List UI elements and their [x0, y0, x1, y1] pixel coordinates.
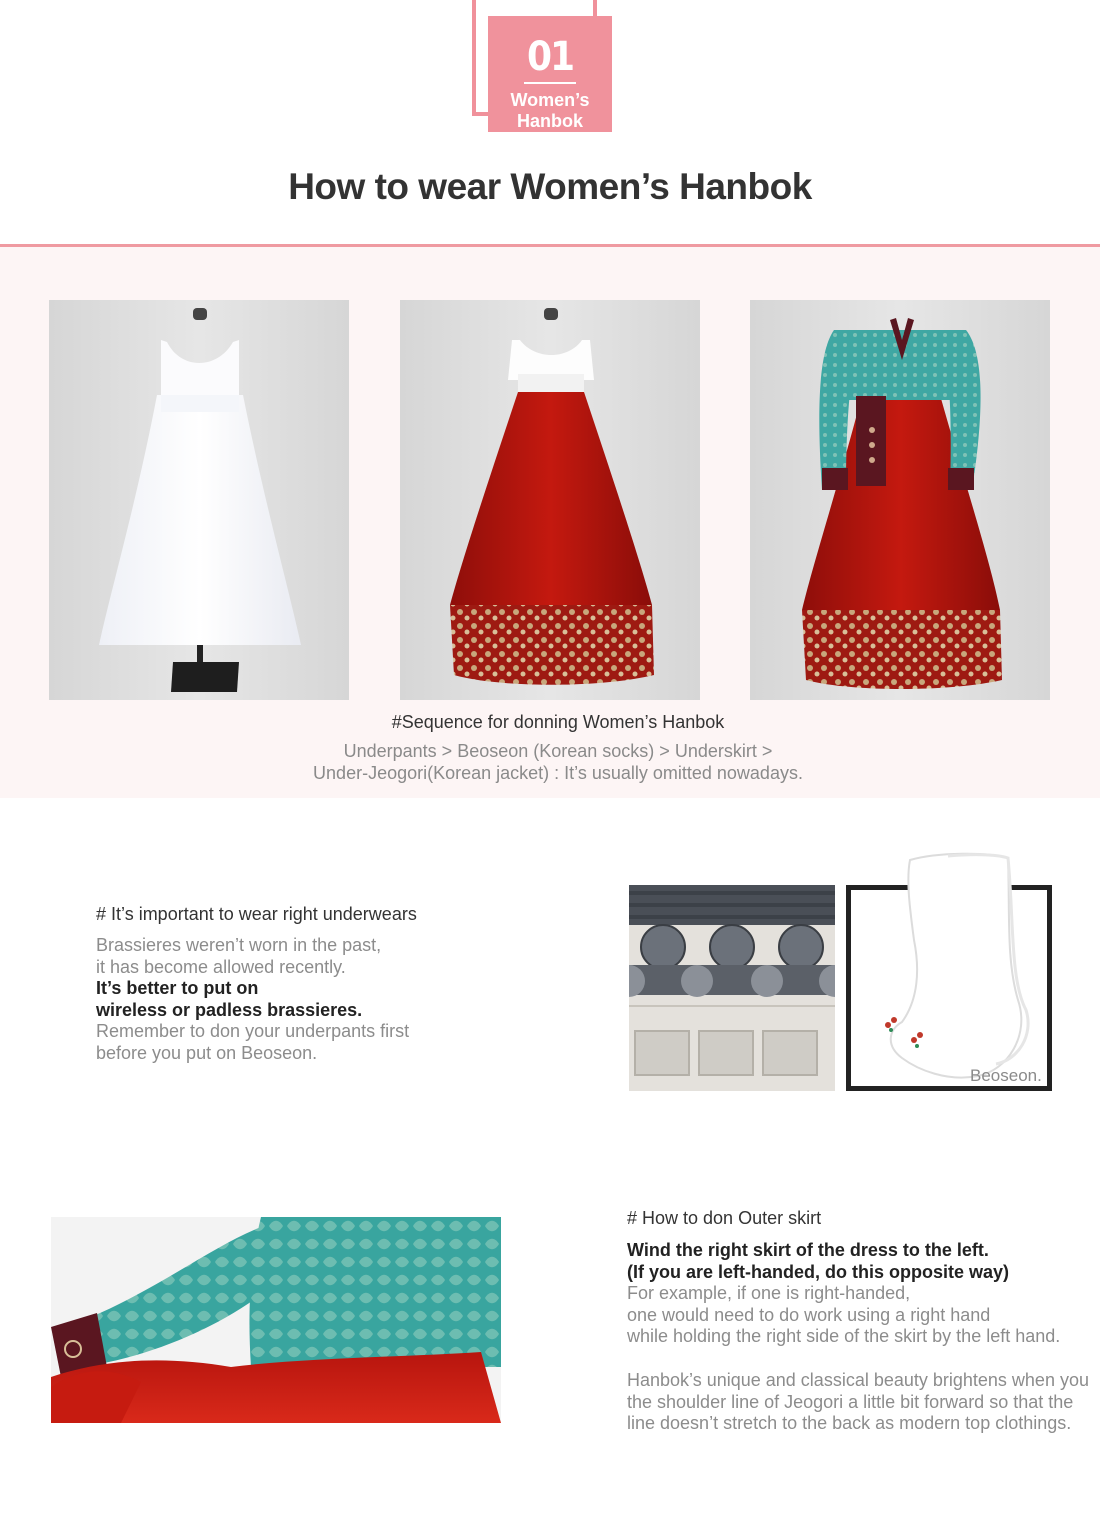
underwear-line-3: Remember to don your underpants first — [96, 1021, 410, 1041]
underskirt-photo — [49, 300, 349, 700]
beoseon-sock-image — [858, 850, 1038, 1090]
roof-tiles-photo — [629, 885, 835, 1091]
underwear-heading: # It’s important to wear right underwears — [96, 904, 417, 924]
outer-skirt-line-5: the shoulder line of Jeogori a little bit forward so that the — [627, 1391, 1074, 1412]
underwear-line-1: Brassieres weren’t worn in the past, — [96, 935, 382, 955]
outer-skirt-heading: # How to don Outer skirt — [627, 1208, 822, 1228]
outer-skirt-bold-2: (If you are left-handed, do this opposite way) — [627, 1262, 1010, 1282]
sequence-line-1: Underpants > Beoseon (Korean socks) > Underskirt > — [343, 741, 773, 761]
underwear-text — [96, 935, 409, 1064]
section-badge — [472, 0, 612, 132]
sequence-text — [0, 740, 1100, 784]
outer-skirt-line-6: line doesn’t stretch to the back as modern top clothings. — [627, 1413, 1072, 1433]
badge-box — [488, 16, 612, 132]
outer-skirt-beauty — [627, 1370, 1100, 1435]
outer-skirt-line-4: Hanbok’s unique and classical beauty brightens when you — [627, 1370, 1089, 1390]
outer-skirt-detail-photo — [51, 1217, 501, 1423]
outer-skirt-bold — [627, 1239, 1009, 1283]
outer-skirt-example — [627, 1283, 1060, 1348]
underwear-line-2: it has become allowed recently. — [96, 956, 346, 977]
sequence-line-2: Under-Jeogori(Korean jacket) : It’s usually omitted nowadays. — [313, 763, 803, 783]
badge-number: 01 — [526, 34, 574, 80]
underwear-line-4: before you put on Beoseon. — [96, 1042, 318, 1063]
full-hanbok-photo — [750, 300, 1050, 700]
badge-label-1: Women’s — [510, 90, 590, 110]
page-title: How to wear Women’s Hanbok — [288, 166, 812, 207]
badge-rule — [524, 82, 576, 84]
outer-skirt-photo — [400, 300, 700, 700]
underwear-bold-2: wireless or padless brassieres. — [96, 999, 363, 1020]
outer-skirt-line-3: while holding the right side of the skirt by the left hand. — [627, 1326, 1061, 1346]
outer-skirt-line-2: one would need to do work using a right hand — [627, 1304, 991, 1325]
outer-skirt-bold-1: Wind the right skirt of the dress to the left. — [627, 1240, 989, 1260]
beoseon-caption: Beoseon. — [970, 1066, 1042, 1085]
badge-label-2: Hanbok — [516, 111, 583, 131]
underwear-bold-1: It’s better to put on — [96, 978, 259, 998]
sequence-title: #Sequence for donning Women’s Hanbok — [391, 712, 725, 732]
outer-skirt-line-1: For example, if one is right-handed, — [627, 1283, 911, 1303]
